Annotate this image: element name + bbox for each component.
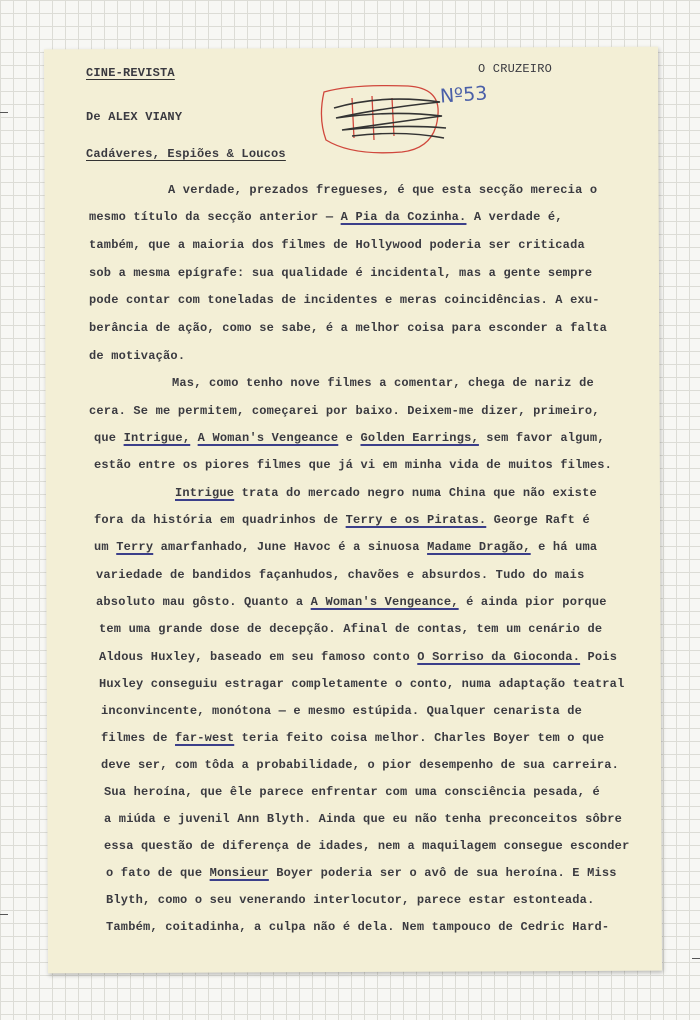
pencil-scribble-mark xyxy=(312,78,452,160)
story-title-underlined: O Sorriso da Gioconda. xyxy=(417,650,581,664)
author-line: De ALEX VIANY xyxy=(86,110,183,124)
text-line: pode contar com toneladas de incidentes e meras coincidências. A exu- xyxy=(89,293,600,307)
text-line: o fato de que Monsieur Boyer poderia ser o avô de sua heroína. E Miss xyxy=(106,866,617,880)
film-title-underlined: A Pia da Cozinha. xyxy=(340,210,467,224)
handwritten-number: Nº53 xyxy=(439,82,489,108)
section-label: CINE-REVISTA xyxy=(86,66,175,80)
text-line: a miúda e juvenil Ann Blyth. Ainda que eu não tenha preconceitos sôbre xyxy=(104,812,623,826)
film-title-underlined: A Woman's Vengeance xyxy=(197,431,339,445)
text-line: um Terry amarfanhado, June Havoc é a sinuosa Madame Dragão, e há uma xyxy=(94,540,598,554)
text-line: Também, coitadinha, a culpa não é dela. Nem tampouco de Cedric Hard- xyxy=(106,920,610,934)
text-line: que Intrigue, A Woman's Vengeance e Golden Earrings, sem favor algum, xyxy=(94,431,605,445)
character-underlined: Madame Dragão, xyxy=(427,540,531,554)
text-line: fora da história em quadrinhos de Terry e os Piratas. George Raft é xyxy=(94,513,590,527)
genre-underlined: far-west xyxy=(175,731,235,745)
text-line: absoluto mau gôsto. Quanto a A Woman's Vengeance, é ainda pior porque xyxy=(96,595,607,609)
registration-mark xyxy=(0,112,8,113)
text-line: deve ser, com tôda a probabilidade, o pior desempenho de sua carreira. xyxy=(101,758,620,772)
publication-name: O CRUZEIRO xyxy=(478,62,553,76)
text-line: mesmo título da secção anterior — A Pia da Cozinha. A verdade é, xyxy=(89,210,563,224)
word-underlined: Monsieur xyxy=(209,866,269,880)
text-line: A verdade, prezados fregueses, é que esta secção merecia o xyxy=(168,183,598,197)
film-title-underlined: Intrigue, xyxy=(123,431,191,445)
film-title-underlined: Intrigue xyxy=(175,486,235,500)
text-line: Intrigue trata do mercado negro numa China que não existe xyxy=(175,486,597,500)
text-line: Blyth, como o seu venerando interlocutor, parece estar estonteada. xyxy=(106,893,595,907)
film-title-underlined: Golden Earrings, xyxy=(360,431,479,445)
text-line: Aldous Huxley, baseado em seu famoso conto O Sorriso da Gioconda. Pois xyxy=(99,650,618,664)
text-line: de motivação. xyxy=(89,349,186,363)
text-line: inconvincente, monótona — e mesmo estúpida. Qualquer cenarista de xyxy=(101,704,583,718)
character-underlined: Terry xyxy=(116,540,154,554)
text-line: berância de ação, como se sabe, é a melhor coisa para esconder a falta xyxy=(89,321,608,335)
text-line: essa questão de diferença de idades, nem a maquilagem consegue esconder xyxy=(104,839,630,853)
registration-mark xyxy=(692,958,700,959)
registration-mark xyxy=(0,914,8,915)
article-title: Cadáveres, Espiões & Loucos xyxy=(86,147,286,161)
film-title-underlined: Terry e os Piratas. xyxy=(345,513,487,527)
text-line: Huxley conseguiu estragar completamente o conto, numa adaptação teatral xyxy=(99,677,625,691)
text-line: tem uma grande dose de decepção. Afinal de contas, tem um cenário de xyxy=(99,622,603,636)
film-title-underlined: A Woman's Vengeance, xyxy=(310,595,459,609)
text-line: filmes de far-west teria feito coisa melhor. Charles Boyer tem o que xyxy=(101,731,605,745)
text-line: cera. Se me permitem, começarei por baixo. Deixem-me dizer, primeiro, xyxy=(89,404,600,418)
text-line: Sua heroína, que êle parece enfrentar com uma consciência pesada, é xyxy=(104,785,600,799)
text-line: variedade de bandidos façanhudos, chavões e absurdos. Tudo do mais xyxy=(96,568,585,582)
text-line: estão entre os piores filmes que já vi em minha vida de muitos filmes. xyxy=(94,458,613,472)
text-line: sob a mesma epígrafe: sua qualidade é incidental, mas a gente sempre xyxy=(89,266,593,280)
text-line: também, que a maioria dos filmes de Hollywood poderia ser criticada xyxy=(89,238,585,252)
text-line: Mas, como tenho nove filmes a comentar, chega de nariz de xyxy=(172,376,594,390)
